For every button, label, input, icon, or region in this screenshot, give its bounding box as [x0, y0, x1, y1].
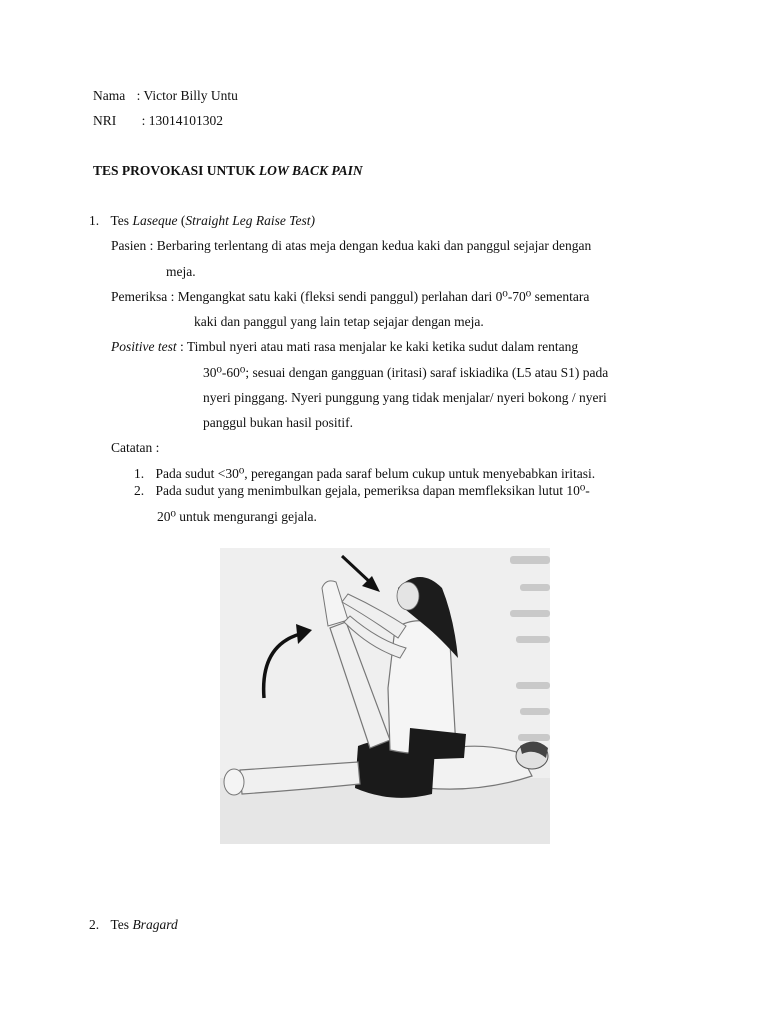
note-item-2-cont: 20⁰ untuk mengurangi gejala. [157, 509, 317, 524]
name-row [93, 88, 238, 104]
pemeriksa-label: Pemeriksa : [111, 289, 178, 304]
note-item-1 [134, 466, 595, 482]
positive-line1 [111, 339, 578, 355]
note-number: 2. [134, 483, 145, 498]
title-italic: LOW BACK PAIN [258, 163, 363, 178]
pasien-label: Pasien : [111, 238, 157, 253]
section1-heading [89, 213, 315, 229]
note-text: Pada sudut yang menimbulkan gejala, pemeriksa dapan memfleksikan lutut 10⁰- [155, 483, 590, 498]
positive-label: Positive test [111, 339, 177, 354]
section1-number: 1. [89, 213, 100, 228]
section1-name-italic: Laseque [132, 213, 178, 228]
pemeriksa-line2: kaki dan panggul yang lain tetap sejajar dengan meja. [194, 314, 484, 329]
catatan-label: Catatan : [111, 440, 160, 455]
positive-line4: panggul bukan hasil positif. [203, 415, 353, 430]
page-title [93, 163, 363, 179]
positive-text1: Timbul nyeri atau mati rasa menjalar ke kaki ketika sudut dalam rentang [186, 339, 579, 354]
section1-name-prefix: Tes [110, 213, 133, 228]
pasien-line1 [111, 238, 591, 254]
section1-name-paren-italic: Straight Leg Raise Test) [185, 213, 315, 228]
positive-colon: : [176, 339, 187, 354]
nri-row [93, 113, 223, 129]
positive-line3: nyeri pinggang. Nyeri punggung yang tidak menjalar/ nyeri bokong / nyeri [203, 390, 607, 405]
name-value: : Victor Billy Untu [136, 88, 238, 103]
pemeriksa-text1: Mengangkat satu kaki (fleksi sendi panggul) perlahan dari 0⁰-70⁰ sementara [177, 289, 590, 304]
name-label: Nama [93, 88, 126, 103]
note-item-2 [134, 483, 590, 499]
pasien-text1: Berbaring terlentang di atas meja dengan kedua kaki dan panggul sejajar dengan [156, 238, 592, 253]
section2-name-italic: Bragard [132, 917, 178, 932]
positive-line2: 30⁰-60⁰; sesuai dengan gangguan (iritasi) saraf iskiadika (L5 atau S1) pada [203, 365, 609, 380]
section2-number: 2. [89, 917, 100, 932]
note-number: 1. [134, 466, 145, 481]
note-text: Pada sudut <30⁰, peregangan pada saraf belum cukup untuk menyebabkan iritasi. [155, 466, 596, 481]
nri-value: : 13014101302 [141, 113, 224, 128]
section1-name-paren: ( [177, 213, 186, 228]
straight-leg-raise-photo [220, 548, 550, 844]
pemeriksa-line1 [111, 289, 589, 305]
pasien-line2: meja. [166, 264, 196, 279]
section2-heading [89, 917, 178, 933]
title-prefix: TES PROVOKASI UNTUK [93, 163, 259, 178]
nri-label: NRI [93, 113, 117, 128]
section2-name-prefix: Tes [110, 917, 133, 932]
